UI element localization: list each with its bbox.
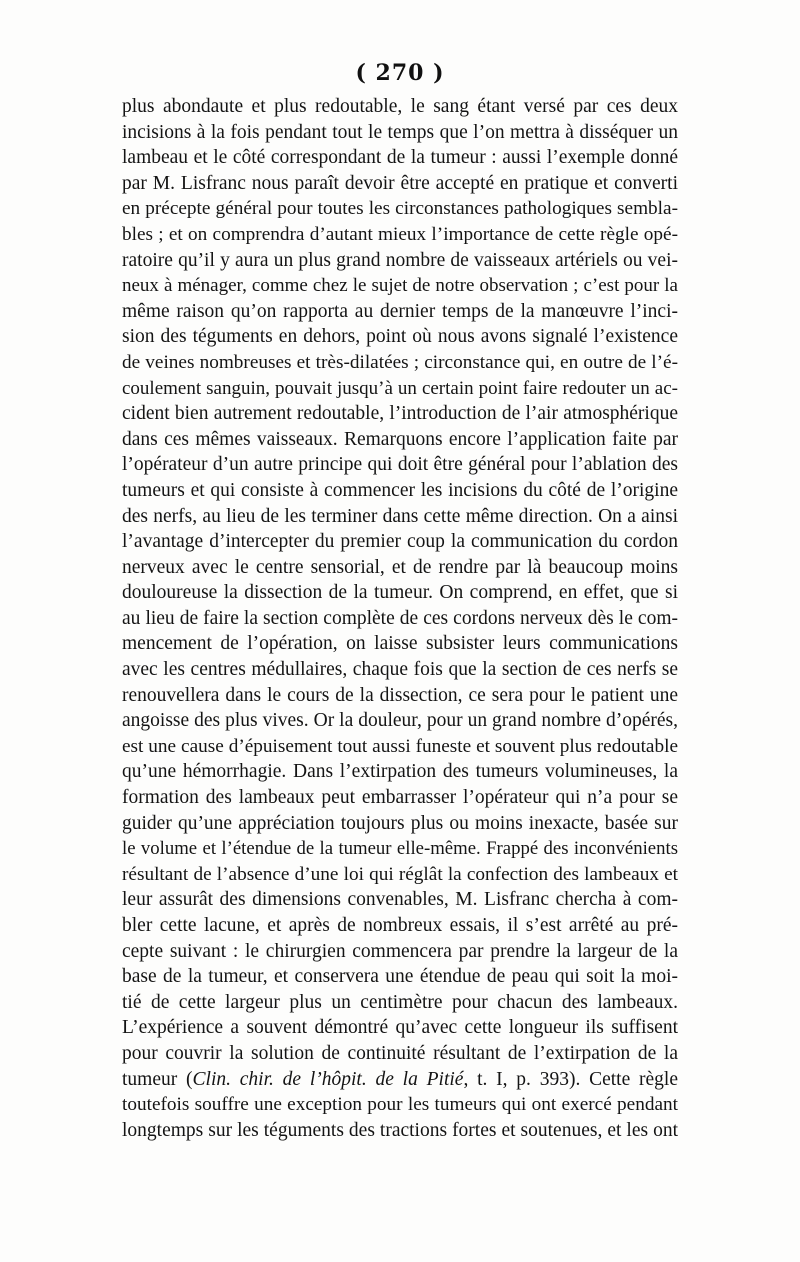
- text-line: L’expérience a souvent démontré qu’avec cette longueur ils suffisent: [122, 1017, 678, 1039]
- text-line: tumeurs et qui consiste à commencer les incisions du côté de l’origine: [122, 479, 678, 501]
- text-line: neux à ménager, comme chez le sujet de notre observation ; c’est pour la: [122, 275, 678, 297]
- citation-after: , t. I, p. 393). Cette règle: [463, 1068, 678, 1090]
- text-line: plus abondaute et plus redoutable, le sang étant versé par ces deux: [122, 96, 678, 117]
- text-line: base de la tumeur, et conservera une étendue de peau qui soit la moi-: [122, 966, 678, 988]
- text-line: ratoire qu’il y aura un plus grand nombre de vaisseaux artériels ou vei-: [122, 249, 678, 271]
- text-line: formation des lambeaux peut embarrasser l’opérateur qui n’a pour se: [122, 787, 678, 809]
- text-line: toutefois souffre une exception pour les tumeurs qui ont exercé pendant: [122, 1094, 678, 1116]
- text-line: de veines nombreuses et très-dilatées ; circonstance qui, en outre de l’é-: [122, 351, 678, 373]
- text-line: longtemps sur les téguments des tractions fortes et soutenues, et les ont: [122, 1119, 678, 1141]
- text-line: angoisse des plus vives. Or la douleur, pour un grand nombre d’opérés,: [122, 710, 678, 732]
- text-line: cepte suivant : le chirurgien commencera par prendre la largeur de la: [122, 940, 678, 962]
- text-line: par M. Lisfranc nous paraît devoir être accepté en pratique et converti: [122, 172, 678, 194]
- text-line: cident bien autrement redoutable, l’introduction de l’air atmosphérique: [122, 403, 678, 425]
- text-line: même raison qu’on rapporta au dernier temps de la manœuvre l’inci-: [122, 300, 678, 322]
- text-line: renouvellera dans le cours de la dissection, ce sera pour le patient une: [122, 684, 678, 706]
- text-line-citation: [122, 1067, 678, 1093]
- text-line: au lieu de faire la section complète de ces cordons nerveux dès le com-: [122, 607, 678, 629]
- text-line: des nerfs, au lieu de les terminer dans cette même direction. On a ainsi: [122, 505, 678, 527]
- text-line: bler cette lacune, et après de nombreux essais, il s’est arrêté au pré-: [122, 915, 678, 936]
- body-text: [122, 94, 678, 1143]
- text-line: bles ; et on comprendra d’autant mieux l’importance de cette règle opé-: [122, 223, 678, 245]
- text-line: douloureuse la dissection de la tumeur. On comprend, en effet, que si: [122, 582, 678, 604]
- text-line: avec les centres médullaires, chaque fois que la section de ces nerfs se: [122, 659, 678, 681]
- text-line: qu’une hémorrhagie. Dans l’extirpation des tumeurs volumineuses, la: [122, 761, 678, 783]
- text-line: coulement sanguin, pouvait jusqu’à un certain point faire redouter un ac-: [122, 377, 678, 399]
- text-line: résultant de l’absence d’une loi qui réglât la confection des lambeaux et: [122, 863, 678, 885]
- text-line: l’avantage d’intercepter du premier coup la communication du cordon: [122, 531, 678, 553]
- text-line: lambeau et le côté correspondant de la tumeur : aussi l’exemple donné: [122, 147, 678, 169]
- text-line: guider qu’une appréciation toujours plus ou moins inexacte, basée sur: [122, 812, 678, 834]
- text-line: sion des téguments en dehors, point où nous avons signalé l’existence: [122, 326, 678, 348]
- citation-before: tumeur (: [122, 1068, 193, 1090]
- text-line: mencement de l’opération, on laisse subsister leurs communications: [122, 633, 678, 655]
- text-line: dans ces mêmes vaisseaux. Remarquons encore l’application faite par: [122, 428, 678, 450]
- text-line: est une cause d’épuisement tout aussi funeste et souvent plus redoutable: [122, 735, 678, 757]
- text-line: l’opérateur d’un autre principe qui doit être général pour l’ablation des: [122, 454, 678, 476]
- text-line: en précepte général pour toutes les circonstances pathologiques sembla-: [122, 198, 678, 220]
- text-line: pour couvrir la solution de continuité résultant de l’extirpation de la: [122, 1042, 678, 1064]
- text-line: incisions à la fois pendant tout le temps que l’on mettra à disséquer un: [122, 121, 678, 143]
- page-number: ( 270 ): [355, 60, 445, 86]
- text-line: le volume et l’étendue de la tumeur elle-même. Frappé des inconvénients: [122, 838, 678, 860]
- text-line: leur assurât des dimensions convenables, M. Lisfranc chercha à com-: [122, 889, 678, 911]
- text-line: tié de cette largeur plus un centimètre pour chacun des lambeaux.: [122, 991, 678, 1013]
- citation-italic: Clin. chir. de l’hôpit. de la Pitié: [192, 1068, 464, 1090]
- text-line: nerveux avec le centre sensorial, et de rendre par là beaucoup moins: [122, 556, 678, 578]
